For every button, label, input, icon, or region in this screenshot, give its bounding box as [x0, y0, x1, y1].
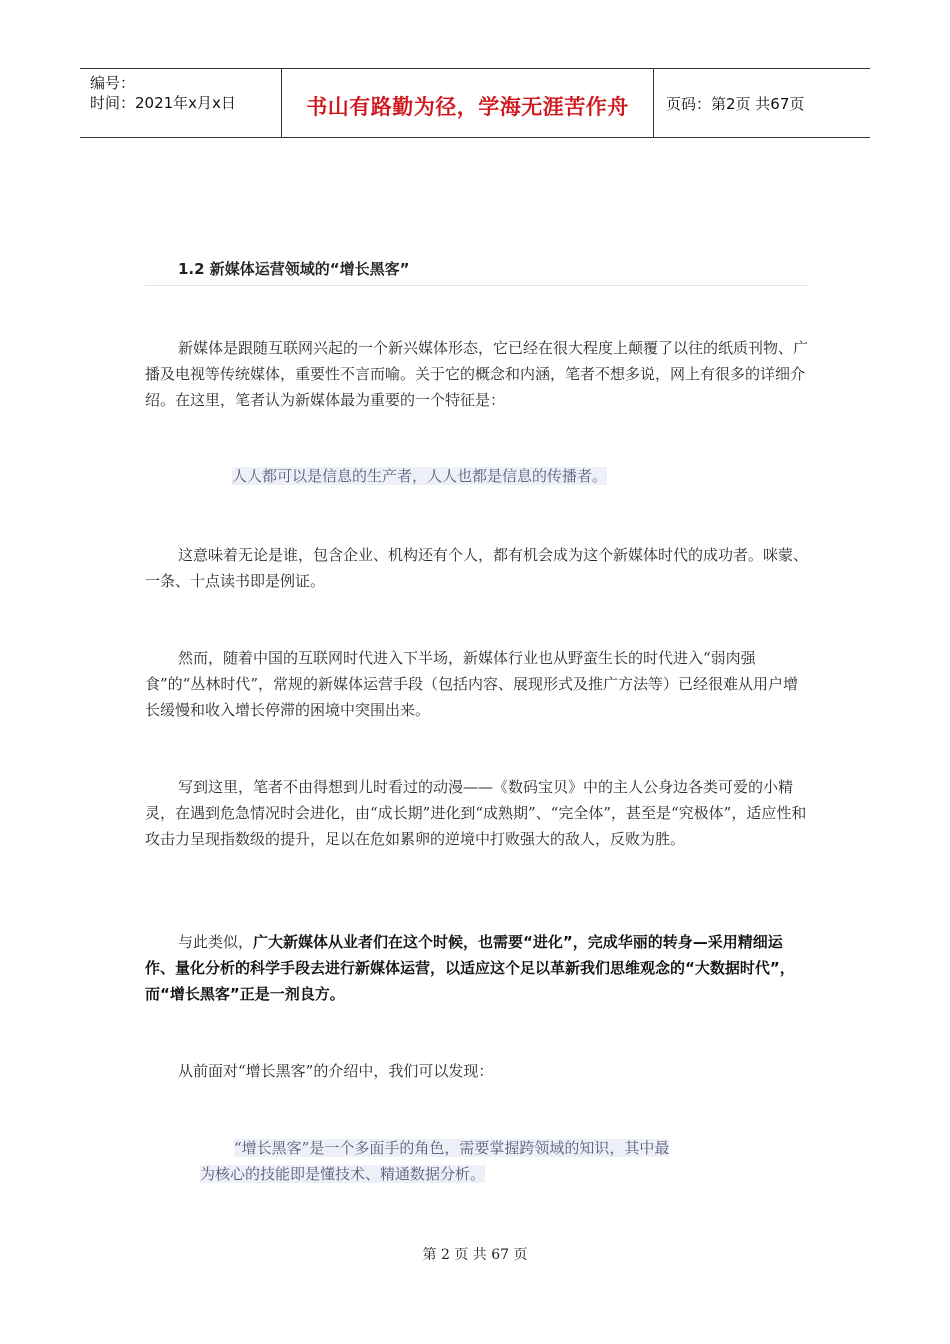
- number-label: 编号：: [90, 74, 136, 92]
- paragraph-2: [145, 542, 810, 594]
- paragraph-3: [145, 645, 810, 723]
- time-label: 时间：2021年x月x日: [90, 94, 236, 112]
- header-motto-cell: [282, 69, 654, 137]
- page-info: 页码：第2页 共67页: [666, 95, 805, 113]
- quote-2-line-2: 为核心的技能即是懂技术、精通数据分析。: [200, 1165, 486, 1183]
- paragraph-4-text: 写到这里，笔者不由得想到儿时看过的动漫——《数码宝贝》中的主人公身边各类可爱的小精灵，在遇到危急情况时会进化，由“成长期”进化到“成熟期”、“完全体”，甚至是“究极体”，适应性和攻击力呈现指数级的提升，足以在危如累卵的逆境中打败强大的敌人，反败为胜。: [145, 778, 807, 848]
- heading-divider: [145, 285, 807, 286]
- section-heading: 1.2 新媒体运营领域的“增长黑客”: [178, 260, 410, 278]
- paragraph-3-text: 然而，随着中国的互联网时代进入下半场，新媒体行业也从野蛮生长的时代进入“弱肉强食”的“丛林时代”，常规的新媒体运营手段（包括内容、展现形式及推广方法等）已经很难从用户增长缓慢和收入增长停滞的困境中突围出来。: [145, 649, 799, 719]
- paragraph-4: [145, 774, 810, 852]
- paragraph-5-bold: 广大新媒体从业者们在这个时候，也需要“进化”，完成华丽的转身—采用精细运作、量化分析的科学手段去进行新媒体运营，以适应这个足以革新我们思维观念的“大数据时代”，而“增长黑客”正是一剂良方。: [145, 933, 795, 1003]
- quote-2-line-1: “增长黑客”是一个多面手的角色，需要掌握跨领域的知识，其中最: [234, 1139, 670, 1157]
- paragraph-1-text: 新媒体是跟随互联网兴起的一个新兴媒体形态，它已经在很大程度上颠覆了以往的纸质刊物、广播及电视等传统媒体，重要性不言而喻。关于它的概念和内涵，笔者不想多说，网上有很多的详细介绍。在这里，笔者认为新媒体最为重要的一个特征是：: [145, 339, 809, 409]
- page-footer: 第 2 页 共 67 页: [422, 1247, 528, 1263]
- paragraph-2-text: 这意味着无论是谁，包含企业、机构还有个人，都有机会成为这个新媒体时代的成功者。咪蒙、一条、十点读书即是例证。: [145, 546, 809, 590]
- header-meta: [80, 69, 282, 137]
- motto: 书山有路勤为径，学海无涯苦作舟: [306, 95, 629, 119]
- paragraph-5: [145, 929, 810, 1007]
- quote-2: [200, 1135, 760, 1187]
- quote-1-text: 人人都可以是信息的生产者，人人也都是信息的传播者。: [232, 467, 608, 485]
- paragraph-6: [145, 1058, 810, 1084]
- paragraph-5-lead: 与此类似，: [178, 933, 254, 951]
- page-header: [80, 68, 870, 138]
- paragraph-6-text: 从前面对“增长黑客”的介绍中，我们可以发现：: [178, 1062, 494, 1080]
- paragraph-1: [145, 335, 810, 413]
- quote-1: [232, 463, 607, 489]
